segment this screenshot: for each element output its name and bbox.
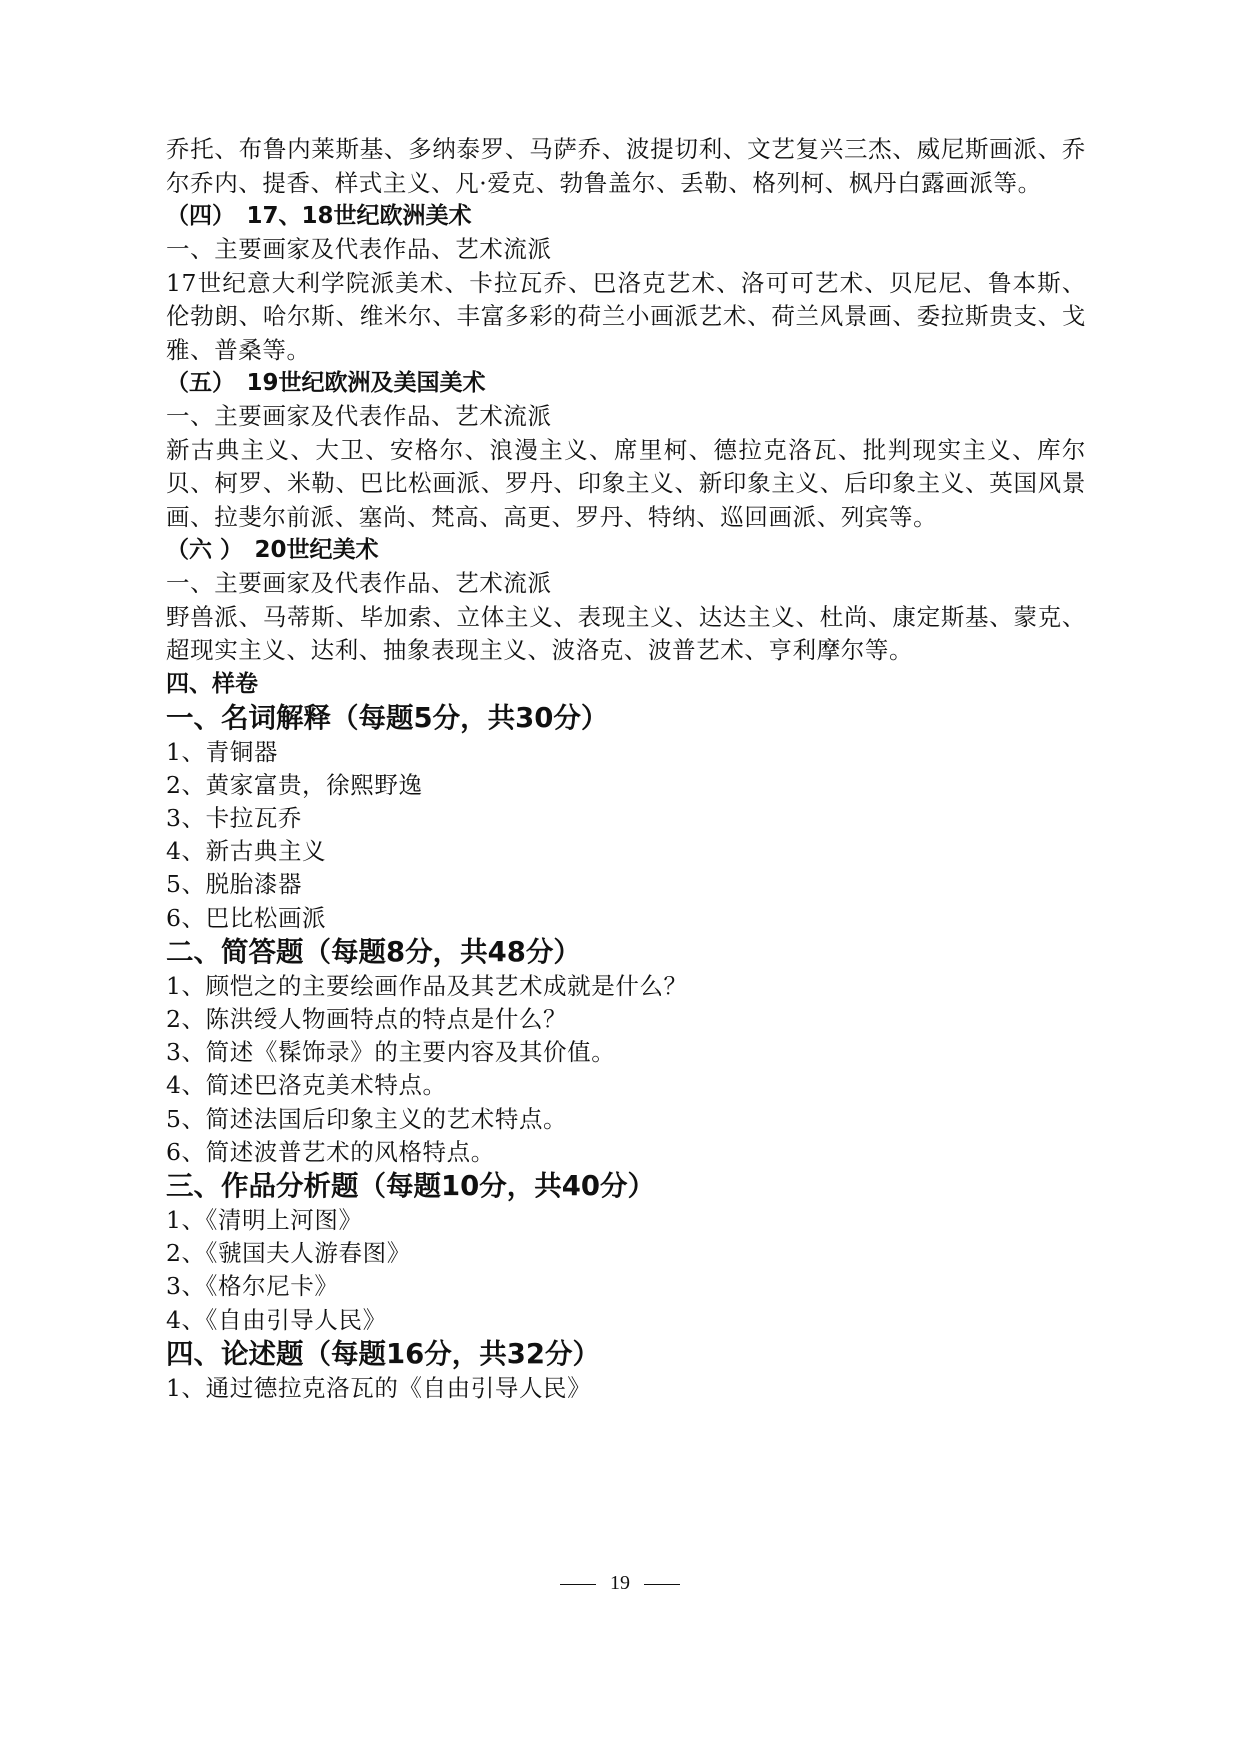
- section-body: 野兽派、马蒂斯、毕加索、立体主义、表现主义、达达主义、杜尚、康定斯基、蒙克、超现实主义、达利、抽象表现主义、波洛克、波普艺术、亨利摩尔等。: [166, 602, 1086, 664]
- question-item: 4、《自由引导人民》: [166, 1305, 387, 1334]
- footer-dash-right: [644, 1584, 680, 1585]
- question-item: 6、巴比松画派: [166, 903, 327, 932]
- question-item: 1、顾恺之的主要绘画作品及其艺术成就是什么？: [166, 971, 688, 1000]
- document-body: [166, 133, 1086, 1405]
- part-heading-short-answer: 二、简答题（每题8分，共48分）: [166, 935, 581, 968]
- section-subheading: 一、主要画家及代表作品、艺术流派: [166, 569, 552, 597]
- intro-paragraph: 乔托、布鲁内莱斯基、多纳泰罗、马萨乔、波提切利、文艺复兴三杰、威尼斯画派、乔尔乔内、提香、样式主义、凡·爱克、勃鲁盖尔、丢勒、格列柯、枫丹白露画派等。: [166, 135, 1086, 197]
- question-item: 3、《格尔尼卡》: [166, 1272, 339, 1301]
- question-item: 3、卡拉瓦乔: [166, 803, 303, 832]
- question-item: 2、《虢国夫人游春图》: [166, 1239, 411, 1268]
- sample-title: 四、样卷: [166, 670, 258, 697]
- section-body: 17世纪意大利学院派美术、卡拉瓦乔、巴洛克艺术、洛可可艺术、贝尼尼、鲁本斯、伦勃朗、哈尔斯、维米尔、丰富多彩的荷兰小画派艺术、荷兰风景画、委拉斯贵支、戈雅、普桑等。: [166, 268, 1086, 364]
- section-subheading: 一、主要画家及代表作品、艺术流派: [166, 235, 552, 263]
- part-heading-terms: 一、名词解释（每题5分，共30分）: [166, 701, 609, 734]
- part-heading-artwork-analysis: 三、作品分析题（每题10分，共40分）: [166, 1169, 656, 1202]
- page-number: 19: [610, 1572, 630, 1594]
- question-item: 1、青铜器: [166, 737, 278, 766]
- section-heading-20c: （六 ） 20世纪美术: [166, 537, 379, 563]
- section-heading-17-18c: （四） 17、18世纪欧洲美术: [166, 203, 472, 229]
- question-item: 1、通过德拉克洛瓦的《自由引导人民》: [166, 1373, 592, 1402]
- part-heading-essay: 四、论述题（每题16分，共32分）: [166, 1337, 601, 1370]
- page-footer: [0, 1572, 1240, 1595]
- section-subheading: 一、主要画家及代表作品、艺术流派: [166, 402, 552, 430]
- question-item: 2、陈洪绶人物画特点的特点是什么？: [166, 1004, 568, 1033]
- footer-dash-left: [560, 1584, 596, 1585]
- question-item: 3、简述《髹饰录》的主要内容及其价值。: [166, 1038, 616, 1067]
- question-item: 5、简述法国后印象主义的艺术特点。: [166, 1104, 568, 1133]
- question-item: 4、新古典主义: [166, 837, 327, 866]
- question-item: 6、简述波普艺术的风格特点。: [166, 1137, 495, 1166]
- question-item: 4、简述巴洛克美术特点。: [166, 1071, 447, 1100]
- question-item: 5、脱胎漆器: [166, 870, 303, 899]
- section-body: 新古典主义、大卫、安格尔、浪漫主义、席里柯、德拉克洛瓦、批判现实主义、库尔贝、柯罗、米勒、巴比松画派、罗丹、印象主义、新印象主义、后印象主义、英国风景画、拉斐尔前派、塞尚、梵高、高更、罗丹、特纳、巡回画派、列宾等。: [166, 435, 1086, 531]
- question-item: 1、《清明上河图》: [166, 1205, 363, 1234]
- section-heading-19c: （五） 19世纪欧洲及美国美术: [166, 370, 486, 396]
- question-item: 2、黄家富贵，徐熙野逸: [166, 770, 423, 799]
